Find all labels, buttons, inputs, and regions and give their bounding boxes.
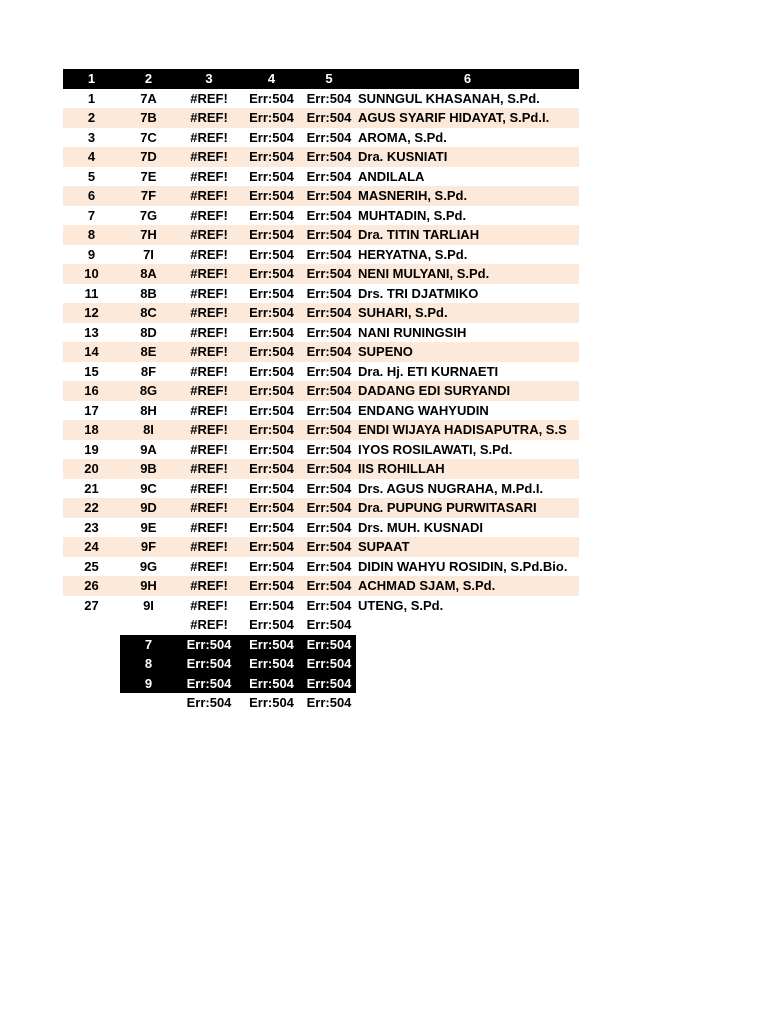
class-cell[interactable]: 7A	[140, 90, 157, 106]
spreadsheet-table	[63, 69, 579, 713]
row-number-cell[interactable]: 21	[84, 480, 99, 496]
class-cell[interactable]: 9C	[140, 480, 157, 496]
row-number-cell[interactable]: 12	[84, 305, 99, 320]
table-row	[63, 401, 579, 421]
class-cell[interactable]: 7F	[140, 188, 157, 203]
value-cell-5[interactable]: Err:504	[306, 227, 352, 242]
class-cell[interactable]: 7H	[140, 227, 157, 242]
row-number-cell[interactable]: 15	[84, 363, 99, 379]
value-cell-5[interactable]: Err:504	[306, 402, 352, 418]
row-number-cell[interactable]: 23	[84, 519, 99, 535]
value-cell-5[interactable]: Err:504	[306, 188, 352, 203]
grade-value-cell-4[interactable]: Err:504	[241, 654, 302, 674]
table-row	[63, 342, 579, 362]
row-number-cell[interactable]: 6	[87, 188, 96, 203]
value-cell-3[interactable]: #REF!	[190, 597, 228, 613]
value-cell-3[interactable]: #REF!	[190, 441, 228, 457]
value-cell-5[interactable]: Err:504	[306, 285, 352, 301]
class-cell[interactable]: 8F	[140, 363, 157, 379]
value-cell-3[interactable]: #REF!	[190, 129, 228, 145]
value-cell-5[interactable]: Err:504	[306, 461, 352, 476]
total-cell-4[interactable]: Err:504	[249, 617, 294, 632]
value-cell-3[interactable]: #REF!	[190, 519, 228, 535]
grade-summary-rows	[63, 635, 579, 694]
teacher-name-cell[interactable]: DADANG EDI SURYANDI	[358, 383, 511, 398]
value-cell-4[interactable]: Err:504	[249, 363, 294, 379]
table-row	[63, 381, 579, 401]
value-cell-3[interactable]: #REF!	[190, 558, 228, 574]
value-cell-4[interactable]: Err:504	[249, 305, 294, 320]
value-cell-5[interactable]: Err:504	[306, 129, 352, 145]
grand-total-cell-3[interactable]: Err:504	[186, 695, 232, 710]
table-row	[63, 323, 579, 343]
teacher-name-cell[interactable]: AGUS SYARIF HIDAYAT, S.Pd.I.	[358, 110, 550, 125]
grade-summary-row	[63, 674, 579, 694]
value-cell-4[interactable]: Err:504	[249, 578, 294, 593]
teacher-name-cell[interactable]: HERYATNA, S.Pd.	[358, 246, 468, 262]
header-row	[63, 69, 579, 89]
value-cell-4[interactable]: Err:504	[249, 519, 294, 535]
value-cell-4[interactable]: Err:504	[249, 324, 294, 340]
row-number-cell[interactable]: 13	[84, 324, 99, 340]
row-number-cell[interactable]: 10	[84, 266, 99, 281]
teacher-name-cell[interactable]: Dra. TITIN TARLIAH	[358, 227, 480, 242]
table-row	[63, 128, 579, 148]
table-row	[63, 459, 579, 479]
class-cell[interactable]: 9I	[143, 597, 154, 613]
value-cell-5[interactable]: Err:504	[306, 344, 352, 359]
grade-value-cell-5[interactable]: Err:504	[302, 635, 356, 655]
table-row	[63, 225, 579, 245]
value-cell-3[interactable]: #REF!	[190, 324, 228, 340]
teacher-name-cell[interactable]: DIDIN WAHYU ROSIDIN, S.Pd.Bio.	[358, 558, 568, 574]
row-number-cell[interactable]: 19	[84, 441, 99, 457]
value-cell-4[interactable]: Err:504	[249, 558, 294, 574]
grade-value-cell-3[interactable]: Err:504	[177, 654, 241, 674]
value-cell-5[interactable]: Err:504	[306, 90, 352, 106]
value-cell-3[interactable]: #REF!	[190, 480, 228, 496]
value-cell-3[interactable]: #REF!	[190, 539, 228, 554]
value-cell-4[interactable]: Err:504	[249, 402, 294, 418]
column-header-6[interactable]: 6	[463, 71, 472, 86]
value-cell-3[interactable]: #REF!	[190, 402, 228, 418]
row-number-cell[interactable]: 4	[87, 149, 96, 164]
teacher-name-cell[interactable]: AROMA, S.Pd.	[358, 129, 447, 145]
class-cell[interactable]: 8B	[140, 285, 157, 301]
value-cell-3[interactable]: #REF!	[190, 90, 228, 106]
class-cell[interactable]: 9B	[140, 461, 157, 476]
value-cell-3[interactable]: #REF!	[190, 383, 228, 398]
value-cell-3[interactable]: #REF!	[190, 188, 228, 203]
table-row	[63, 245, 579, 265]
teacher-name-cell[interactable]: SUPENO	[358, 344, 413, 359]
table-row	[63, 440, 579, 460]
value-cell-4[interactable]: Err:504	[249, 129, 294, 145]
value-cell-3[interactable]: #REF!	[190, 422, 228, 437]
value-cell-4[interactable]: Err:504	[249, 227, 294, 242]
teacher-name-cell[interactable]: SUHARI, S.Pd.	[358, 305, 448, 320]
value-cell-4[interactable]: Err:504	[249, 149, 294, 164]
value-cell-4[interactable]: Err:504	[249, 344, 294, 359]
class-cell[interactable]: 8G	[139, 383, 158, 398]
grade-value-cell-4[interactable]: Err:504	[241, 674, 302, 694]
class-cell[interactable]: 7G	[139, 207, 158, 223]
value-cell-5[interactable]: Err:504	[306, 441, 352, 457]
row-number-cell[interactable]: 5	[87, 168, 96, 184]
table-row	[63, 498, 579, 518]
grade-summary-row	[63, 635, 579, 655]
value-cell-5[interactable]: Err:504	[306, 168, 352, 184]
grade-value-cell-5[interactable]: Err:504	[302, 674, 356, 694]
value-cell-3[interactable]: #REF!	[190, 500, 228, 515]
column-header-4[interactable]: 4	[267, 71, 276, 86]
table-row	[63, 167, 579, 187]
table-row	[63, 264, 579, 284]
value-cell-4[interactable]: Err:504	[249, 441, 294, 457]
table-row	[63, 147, 579, 167]
value-cell-4[interactable]: Err:504	[249, 246, 294, 262]
row-number-cell[interactable]: 3	[87, 129, 96, 145]
class-cell[interactable]: 7C	[140, 129, 157, 145]
table-row	[63, 537, 579, 557]
value-cell-4[interactable]: Err:504	[249, 500, 294, 515]
value-cell-3[interactable]: #REF!	[190, 168, 228, 184]
value-cell-5[interactable]: Err:504	[306, 578, 352, 593]
value-cell-5[interactable]: Err:504	[306, 597, 352, 613]
value-cell-4[interactable]: Err:504	[249, 188, 294, 203]
value-cell-4[interactable]: Err:504	[249, 207, 294, 223]
value-cell-3[interactable]: #REF!	[190, 285, 228, 301]
row-number-cell[interactable]: 2	[87, 110, 96, 125]
class-cell[interactable]: 8E	[140, 344, 157, 359]
grade-cell[interactable]: 8	[120, 654, 177, 674]
value-cell-4[interactable]: Err:504	[249, 422, 294, 437]
value-cell-5[interactable]: Err:504	[306, 519, 352, 535]
teacher-name-cell[interactable]: IYOS ROSILAWATI, S.Pd.	[358, 441, 513, 457]
column-header-5[interactable]: 5	[325, 71, 333, 86]
table-row	[63, 420, 579, 440]
class-cell[interactable]: 7E	[140, 168, 157, 184]
value-cell-3[interactable]: #REF!	[190, 344, 228, 359]
total-row	[63, 615, 579, 635]
class-cell[interactable]: 9F	[140, 539, 157, 554]
teacher-name-cell[interactable]: Drs. AGUS NUGRAHA, M.Pd.I.	[358, 480, 544, 496]
class-cell[interactable]: 7B	[140, 110, 157, 125]
table-row	[63, 362, 579, 382]
class-cell[interactable]: 9A	[140, 441, 157, 457]
grand-total-cell-5[interactable]: Err:504	[306, 695, 352, 710]
teacher-name-cell[interactable]: IIS ROHILLAH	[358, 461, 445, 476]
table-row	[63, 479, 579, 499]
grand-total-row	[63, 693, 579, 713]
row-number-cell[interactable]: 27	[84, 597, 99, 613]
class-cell[interactable]: 9E	[140, 519, 157, 535]
table-row	[63, 576, 579, 596]
value-cell-5[interactable]: Err:504	[306, 207, 352, 223]
teacher-name-cell[interactable]: NANI RUNINGSIH	[358, 324, 467, 340]
table-row	[63, 284, 579, 304]
table-row	[63, 518, 579, 538]
teacher-name-cell[interactable]: Dra. Hj. ETI KURNAETI	[358, 363, 499, 379]
teacher-name-cell[interactable]: Dra. KUSNIATI	[358, 149, 448, 164]
row-number-cell[interactable]: 22	[84, 500, 99, 515]
row-number-cell[interactable]: 20	[84, 461, 99, 476]
value-cell-4[interactable]: Err:504	[249, 90, 294, 106]
class-cell[interactable]: 8I	[143, 422, 154, 437]
table-row	[63, 89, 579, 109]
teacher-name-cell[interactable]: ACHMAD SJAM, S.Pd.	[358, 578, 496, 593]
value-cell-4[interactable]: Err:504	[249, 168, 294, 184]
value-cell-3[interactable]: #REF!	[190, 578, 228, 593]
value-cell-4[interactable]: Err:504	[249, 110, 294, 125]
table-row	[63, 596, 579, 616]
grand-total-cell-4[interactable]: Err:504	[249, 695, 294, 710]
teacher-name-cell[interactable]: ENDANG WAHYUDIN	[358, 402, 489, 418]
class-cell[interactable]: 8A	[140, 266, 157, 281]
grade-value-cell-3[interactable]: Err:504	[177, 635, 241, 655]
row-number-cell[interactable]: 11	[84, 285, 99, 301]
teacher-name-cell[interactable]: ENDI WIJAYA HADISAPUTRA, S.S	[358, 422, 567, 437]
class-cell[interactable]: 8H	[140, 402, 157, 418]
value-cell-3[interactable]: #REF!	[190, 305, 228, 320]
value-cell-3[interactable]: #REF!	[190, 461, 228, 476]
value-cell-4[interactable]: Err:504	[249, 539, 294, 554]
table-row	[63, 108, 579, 128]
data-rows	[63, 89, 579, 616]
value-cell-5[interactable]: Err:504	[306, 500, 352, 515]
total-cell-5[interactable]: Err:504	[306, 617, 352, 632]
value-cell-4[interactable]: Err:504	[249, 266, 294, 281]
value-cell-5[interactable]: Err:504	[306, 383, 352, 398]
row-number-cell[interactable]: 1	[87, 90, 96, 106]
teacher-name-cell[interactable]: Drs. TRI DJATMIKO	[358, 285, 479, 301]
value-cell-3[interactable]: #REF!	[190, 363, 228, 379]
row-number-cell[interactable]: 18	[84, 422, 99, 437]
class-cell[interactable]: 8C	[140, 305, 157, 320]
class-cell[interactable]: 9G	[139, 558, 158, 574]
teacher-name-cell[interactable]: Dra. PUPUNG PURWITASARI	[358, 500, 537, 515]
grade-value-cell-4[interactable]: Err:504	[241, 635, 302, 655]
table-row	[63, 186, 579, 206]
row-number-cell[interactable]: 9	[87, 246, 96, 262]
teacher-name-cell[interactable]: UTENG, S.Pd.	[358, 597, 444, 613]
teacher-name-cell[interactable]: SUNNGUL KHASANAH, S.Pd.	[358, 90, 540, 106]
row-number-cell[interactable]: 7	[87, 207, 96, 223]
value-cell-5[interactable]: Err:504	[306, 558, 352, 574]
value-cell-5[interactable]: Err:504	[306, 539, 352, 554]
value-cell-3[interactable]: #REF!	[190, 149, 228, 164]
value-cell-3[interactable]: #REF!	[190, 110, 228, 125]
value-cell-5[interactable]: Err:504	[306, 324, 352, 340]
class-cell[interactable]: 7D	[140, 149, 157, 164]
teacher-name-cell[interactable]: SUPAAT	[358, 539, 410, 554]
value-cell-5[interactable]: Err:504	[306, 149, 352, 164]
value-cell-4[interactable]: Err:504	[249, 597, 294, 613]
teacher-name-cell[interactable]: Drs. MUH. KUSNADI	[358, 519, 483, 535]
value-cell-5[interactable]: Err:504	[306, 305, 352, 320]
teacher-name-cell[interactable]: ANDILALA	[358, 168, 425, 184]
class-cell[interactable]: 7I	[143, 246, 154, 262]
value-cell-3[interactable]: #REF!	[190, 227, 228, 242]
class-cell[interactable]: 8D	[140, 324, 157, 340]
value-cell-3[interactable]: #REF!	[190, 207, 228, 223]
value-cell-5[interactable]: Err:504	[306, 266, 352, 281]
value-cell-5[interactable]: Err:504	[306, 246, 352, 262]
teacher-name-cell[interactable]: MUHTADIN, S.Pd.	[358, 207, 467, 223]
row-number-cell[interactable]: 8	[87, 227, 96, 242]
grade-cell[interactable]: 7	[120, 635, 177, 655]
value-cell-4[interactable]: Err:504	[249, 480, 294, 496]
row-number-cell[interactable]: 14	[84, 344, 99, 359]
value-cell-5[interactable]: Err:504	[306, 363, 352, 379]
grade-value-cell-5[interactable]: Err:504	[302, 654, 356, 674]
teacher-name-cell[interactable]: NENI MULYANI, S.Pd.	[358, 266, 490, 281]
value-cell-5[interactable]: Err:504	[306, 110, 352, 125]
class-cell[interactable]: 9D	[140, 500, 157, 515]
value-cell-4[interactable]: Err:504	[249, 461, 294, 476]
grade-cell[interactable]: 9	[120, 674, 177, 694]
row-number-cell[interactable]: 17	[84, 402, 99, 418]
table-row	[63, 557, 579, 577]
value-cell-5[interactable]: Err:504	[306, 480, 352, 496]
class-cell[interactable]: 9H	[140, 578, 157, 593]
row-number-cell[interactable]: 16	[84, 383, 99, 398]
value-cell-3[interactable]: #REF!	[190, 266, 228, 281]
value-cell-4[interactable]: Err:504	[249, 285, 294, 301]
value-cell-3[interactable]: #REF!	[190, 246, 228, 262]
column-header-1[interactable]: 1	[87, 71, 96, 86]
value-cell-5[interactable]: Err:504	[306, 422, 352, 437]
row-number-cell[interactable]: 26	[84, 578, 99, 593]
grade-summary-row	[63, 654, 579, 674]
value-cell-4[interactable]: Err:504	[249, 383, 294, 398]
column-header-3[interactable]: 3	[205, 71, 213, 86]
table-row	[63, 303, 579, 323]
table-row	[63, 206, 579, 226]
grade-value-cell-3[interactable]: Err:504	[177, 674, 241, 694]
row-number-cell[interactable]: 24	[84, 539, 99, 554]
row-number-cell[interactable]: 25	[84, 558, 99, 574]
teacher-name-cell[interactable]: MASNERIH, S.Pd.	[358, 188, 468, 203]
column-header-2[interactable]: 2	[144, 71, 153, 86]
total-cell-3[interactable]: #REF!	[190, 617, 228, 632]
